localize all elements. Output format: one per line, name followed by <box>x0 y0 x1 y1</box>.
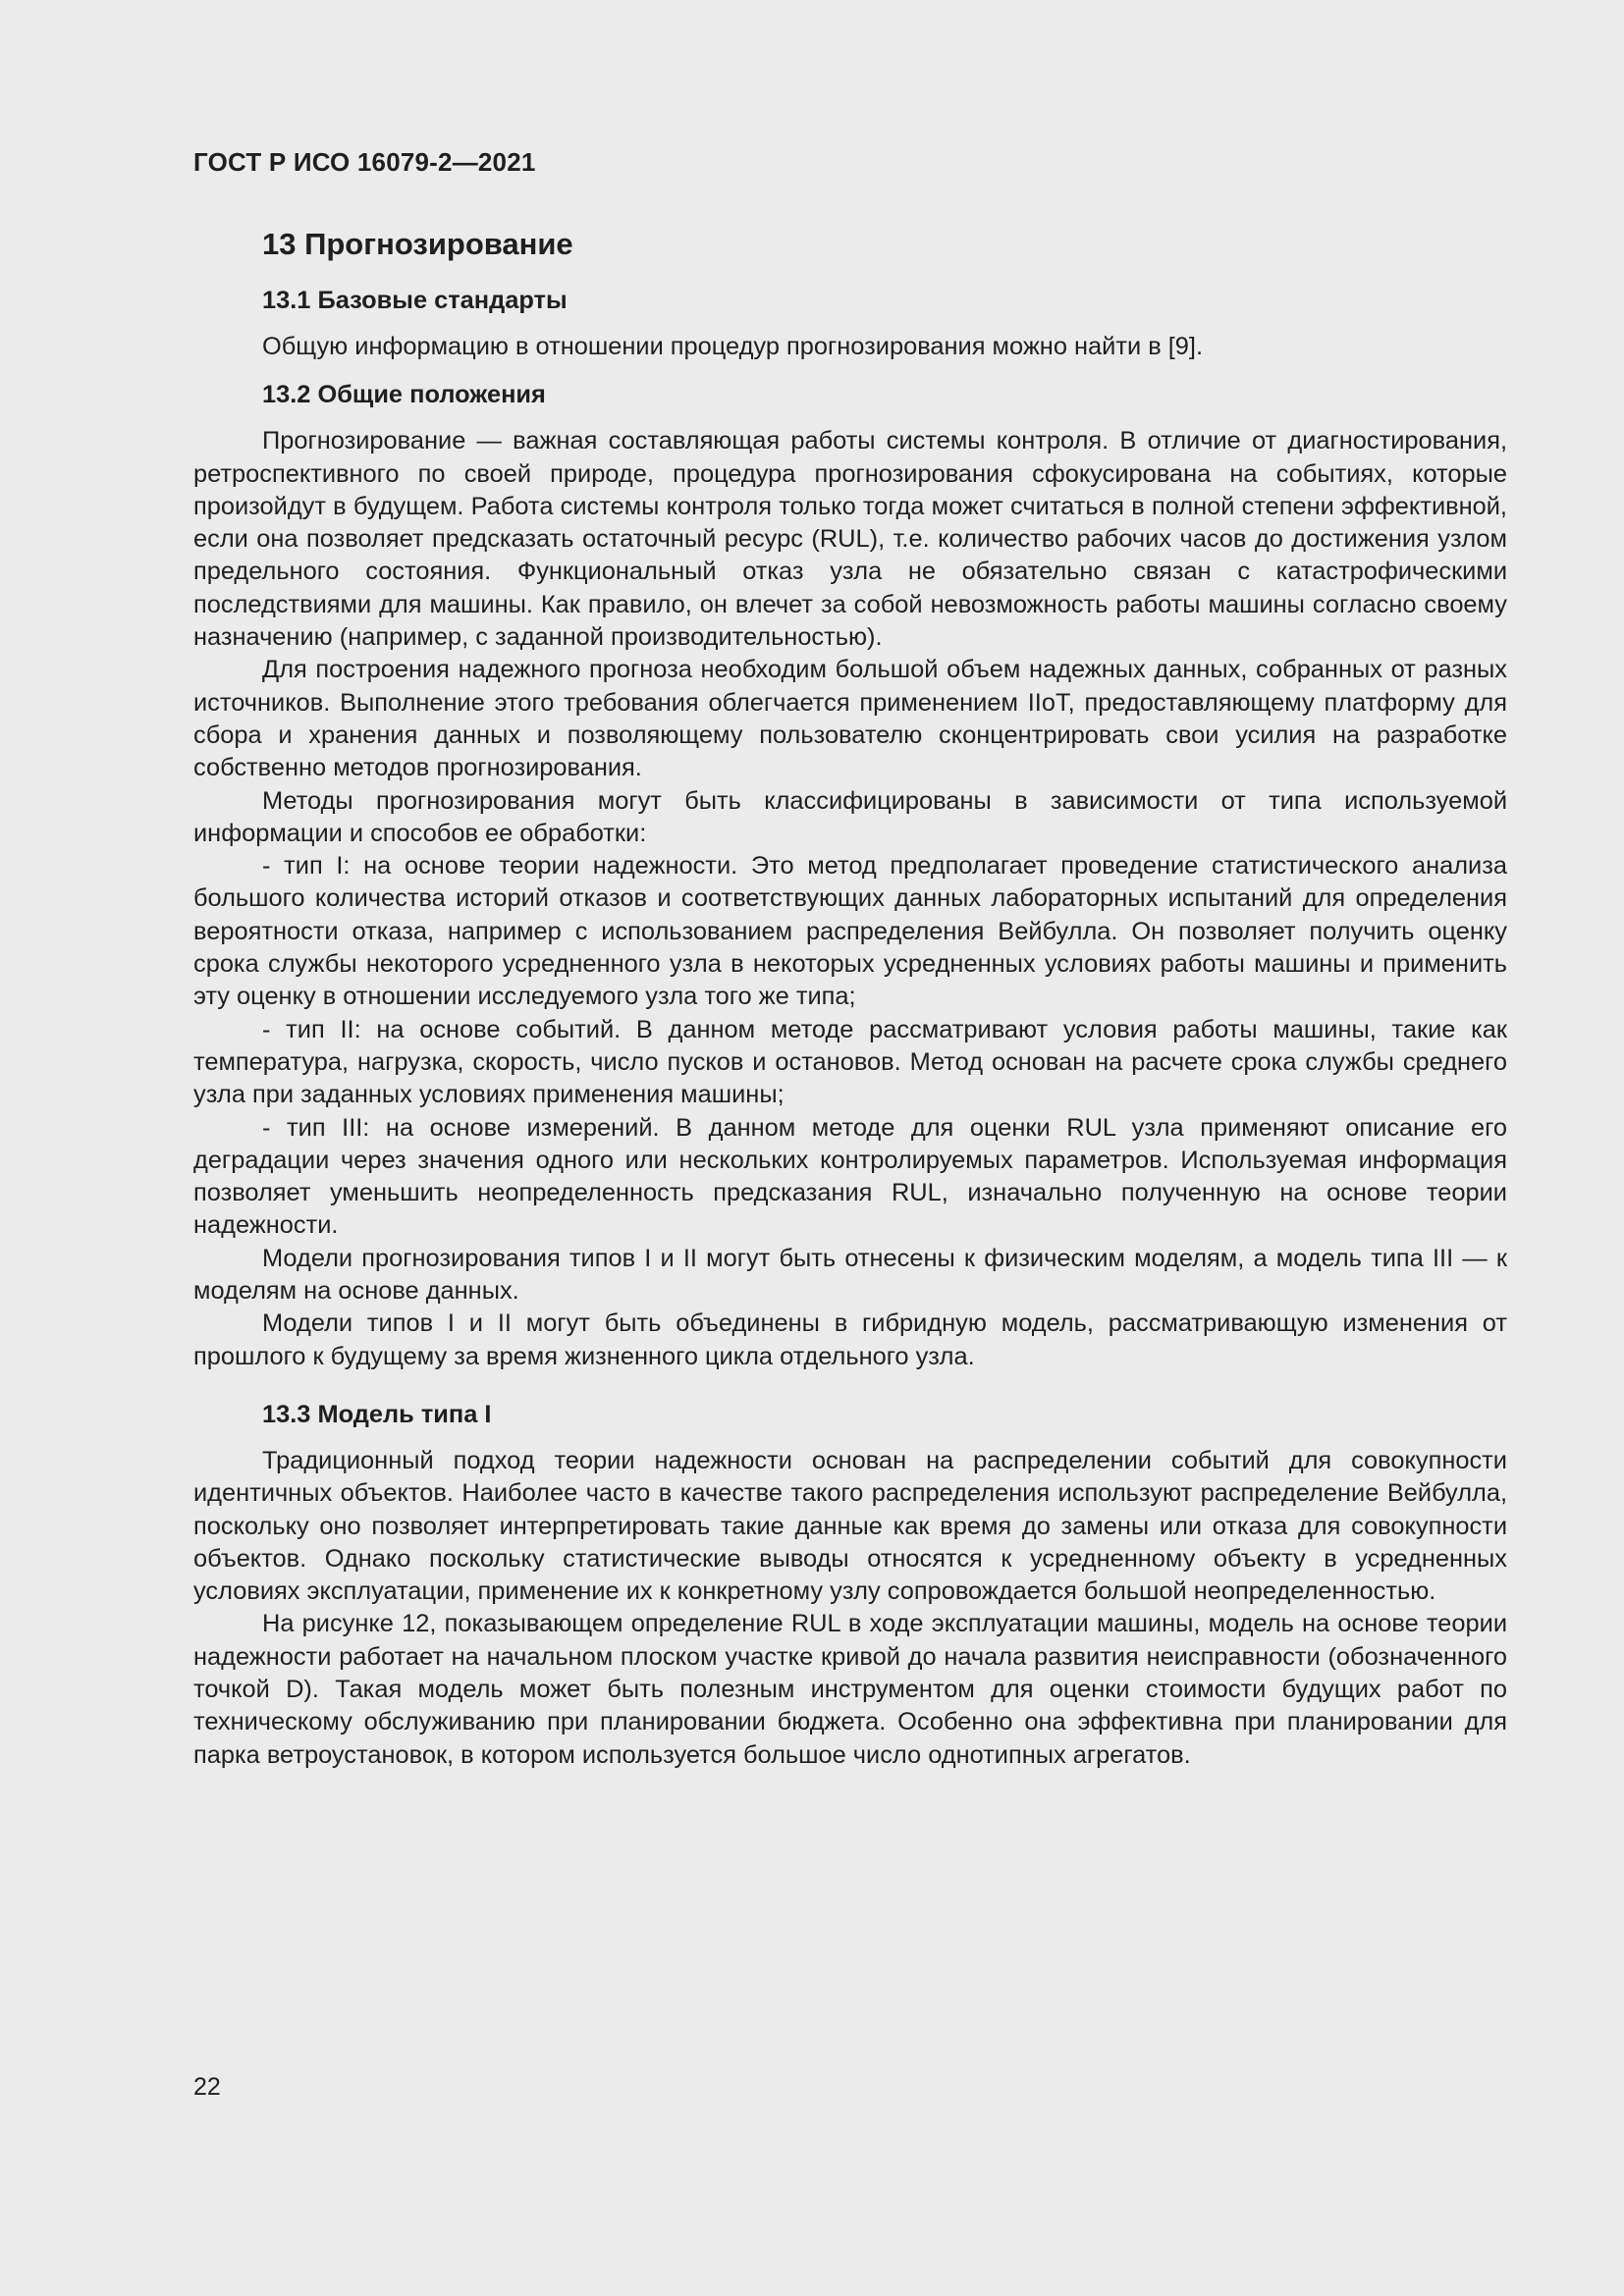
list-item: - тип I: на основе теории надежности. Это метод предполагает проведение статистического анализа большого количества историй отказов и соответствующих данных лабораторных испытаний для определения вероятности отказа, например с использованием распределения Вейбулла. Он позволяет получить оценку срока службы некоторого усредненного узла в некоторых усредненных условиях работы машины и применить эту оценку в отношении исследуемого узла того же типа; <box>193 852 1507 1011</box>
page-number: 22 <box>193 2073 221 2101</box>
list-item: - тип III: на основе измерений. В данном методе для оценки RUL узла применяют описание его деградации через значения одного или нескольких контролируемых параметров. Используемая информация позволяет уменьшить неопределенность предсказания RUL, изначально полученную на основе теории надежности. <box>193 1113 1507 1240</box>
standard-id-header: ГОСТ Р ИСО 16079-2—2021 <box>193 147 536 177</box>
list-item: - тип II: на основе событий. В данном методе рассматривают условия работы машины, такие как температура, нагрузка, скорость, число пусков и остановов. Метод основан на расчете срока службы среднего узла при заданных условиях применения машины; <box>193 1015 1507 1109</box>
paragraph: Модели прогнозирования типов I и II могут быть отнесены к физическим моделям, а модель типа III — к моделям на основе данных. <box>193 1244 1507 1306</box>
paragraph: Модели типов I и II могут быть объединены в гибридную модель, рассматривающую изменения от прошлого к будущему за время жизненного цикла отдельного узла. <box>193 1309 1507 1370</box>
paragraph: На рисунке 12, показывающем определение RUL в ходе эксплуатации машины, модель на основе теории надежности работает на начальном плоском участке кривой до начала развития неисправности (обозначенного точкой D). Такая модель может быть полезным инструментом для оценки стоимости будущих работ по техническому обслуживанию при планировании бюджета. Особенно она эффективна при планировании для парка ветроустановок, в котором используется большое число однотипных агрегатов. <box>193 1610 1507 1769</box>
paragraph-13-1: Общую информацию в отношении процедур прогнозирования можно найти в [9]. <box>262 333 1204 360</box>
document-body <box>193 224 1507 1772</box>
section-title: 13 Прогнозирование <box>262 227 573 261</box>
subsection-title-13-3: 13.3 Модель типа I <box>262 1400 492 1428</box>
paragraph: Прогнозирование — важная составляющая работы системы контроля. В отличие от диагностирования, ретроспективного по своей природе, процедура прогнозирования сфокусирована на событиях, которые произойдут в будущем. Работа системы контроля только тогда может считаться в полной степени эффективной, если она позволяет предсказать остаточный ресурс (RUL), т.е. количество рабочих часов до достижения узлом предельного состояния. Функциональный отказ узла не обязательно связан с катастрофическими последствиями для машины. Как правило, он влечет за собой невозможность работы машины согласно своему назначению (например, с заданной производительностью). <box>193 427 1507 652</box>
paragraph: Традиционный подход теории надежности основан на распределении событий для совокупности идентичных объектов. Наиболее часто в качестве такого распределения используют распределение Вейбулла, поскольку оно позволяет интерпретировать такие данные как время до замены или отказа для совокупности объектов. Однако поскольку статистические выводы относятся к усредненному объекту в усредненных условиях эксплуатации, применение их к конкретному узлу сопровождается большой неопределенностью. <box>193 1446 1507 1606</box>
paragraph: Методы прогнозирования могут быть классифицированы в зависимости от типа используемой информации и способов ее обработки: <box>193 786 1507 847</box>
subsection-title-13-1: 13.1 Базовые стандарты <box>262 287 568 314</box>
paragraph: Для построения надежного прогноза необходим большой объем надежных данных, собранных от разных источников. Выполнение этого требования облегчается применением IIoT, предоставляющему платформу для сбора и хранения данных и позволяющему пользователю сконцентрировать свои усилия на разработке собственно методов прогнозирования. <box>193 656 1507 782</box>
subsection-title-13-2: 13.2 Общие положения <box>262 381 546 409</box>
